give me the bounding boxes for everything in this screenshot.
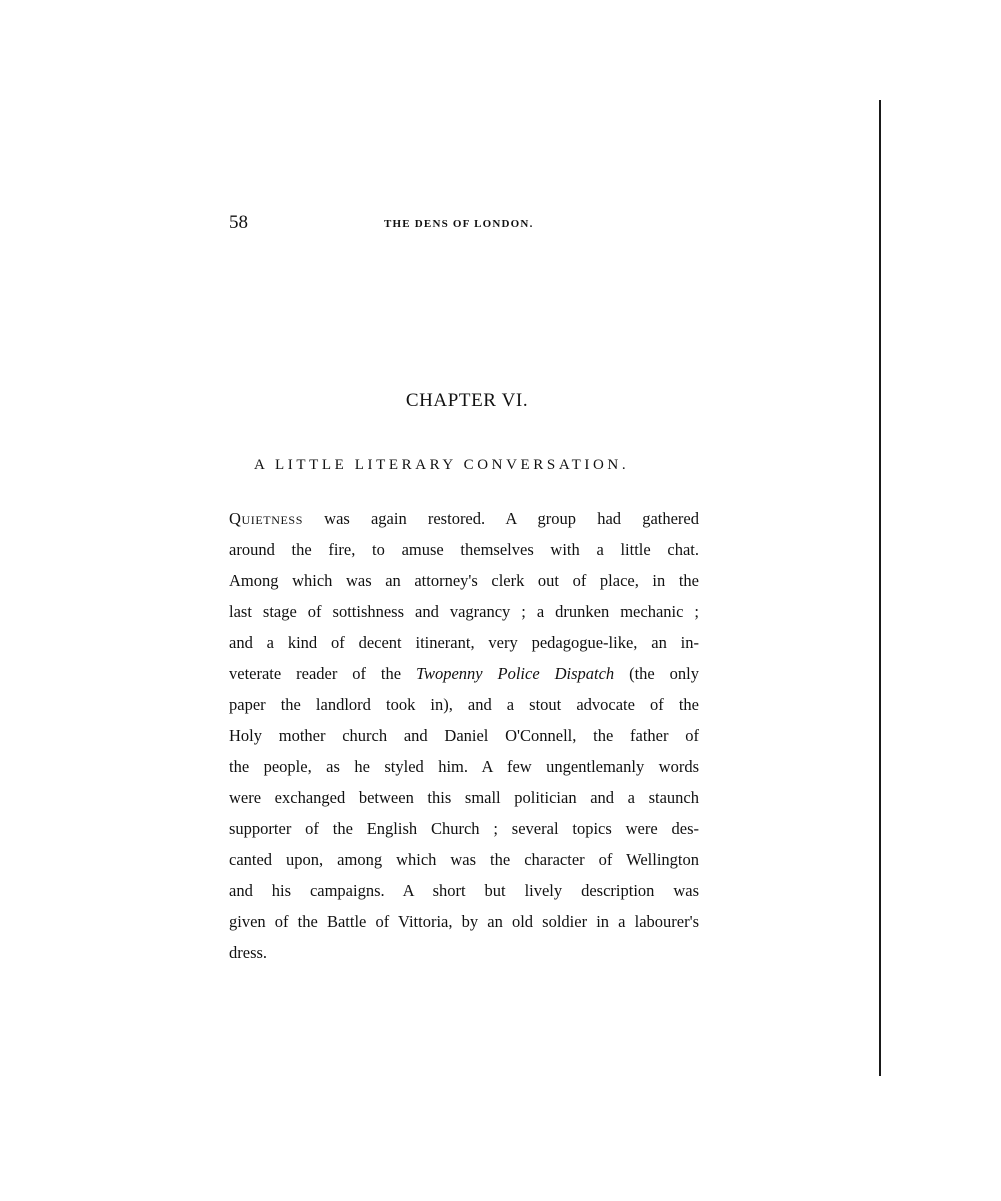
text-line: and his campaigns. A short but lively description was [229, 881, 699, 900]
text-line: last stage of sottishness and vagrancy ; a drunken mechanic ; [229, 602, 699, 621]
running-head: THE DENS OF LONDON. [384, 218, 534, 230]
text-line: around the fire, to amuse themselves with a little chat. [229, 540, 699, 559]
text-line [229, 503, 699, 534]
newspaper-title: Twopenny Police Dispatch [416, 664, 615, 683]
text-line: Holy mother church and Daniel O'Connell, the father of [229, 726, 699, 745]
text-line: supporter of the English Church ; several topics were des- [229, 819, 699, 838]
text-line: canted upon, among which was the character of Wellington [229, 850, 699, 869]
text-line: given of the Battle of Vittoria, by an old soldier in a labourer's [229, 912, 699, 931]
text-line [229, 658, 699, 689]
text-line: dress. [229, 943, 268, 962]
chapter-subtitle: A LITTLE LITERARY CONVERSATION. [254, 457, 630, 473]
text-line: Among which was an attorney's clerk out of place, in the [229, 571, 699, 590]
text-line: the people, as he styled him. A few ungentlemanly words [229, 757, 699, 776]
text-line: and a kind of decent itinerant, very pedagogue-like, an in- [229, 633, 699, 652]
text-line-content: was again restored. A group had gathered [302, 509, 699, 528]
chapter-title: CHAPTER VI. [405, 390, 529, 411]
body-paragraph [229, 503, 699, 968]
text-line: paper the landlord took in), and a stout advocate of the [229, 695, 699, 714]
text-line-content: veterate reader of the [229, 664, 416, 683]
text-line: were exchanged between this small politician and a staunch [229, 788, 699, 807]
page-edge-line [879, 100, 881, 1076]
drop-lead-word: Quietness [229, 509, 303, 528]
page-number: 58 [229, 212, 248, 233]
text-line-content: (the only [614, 664, 699, 683]
